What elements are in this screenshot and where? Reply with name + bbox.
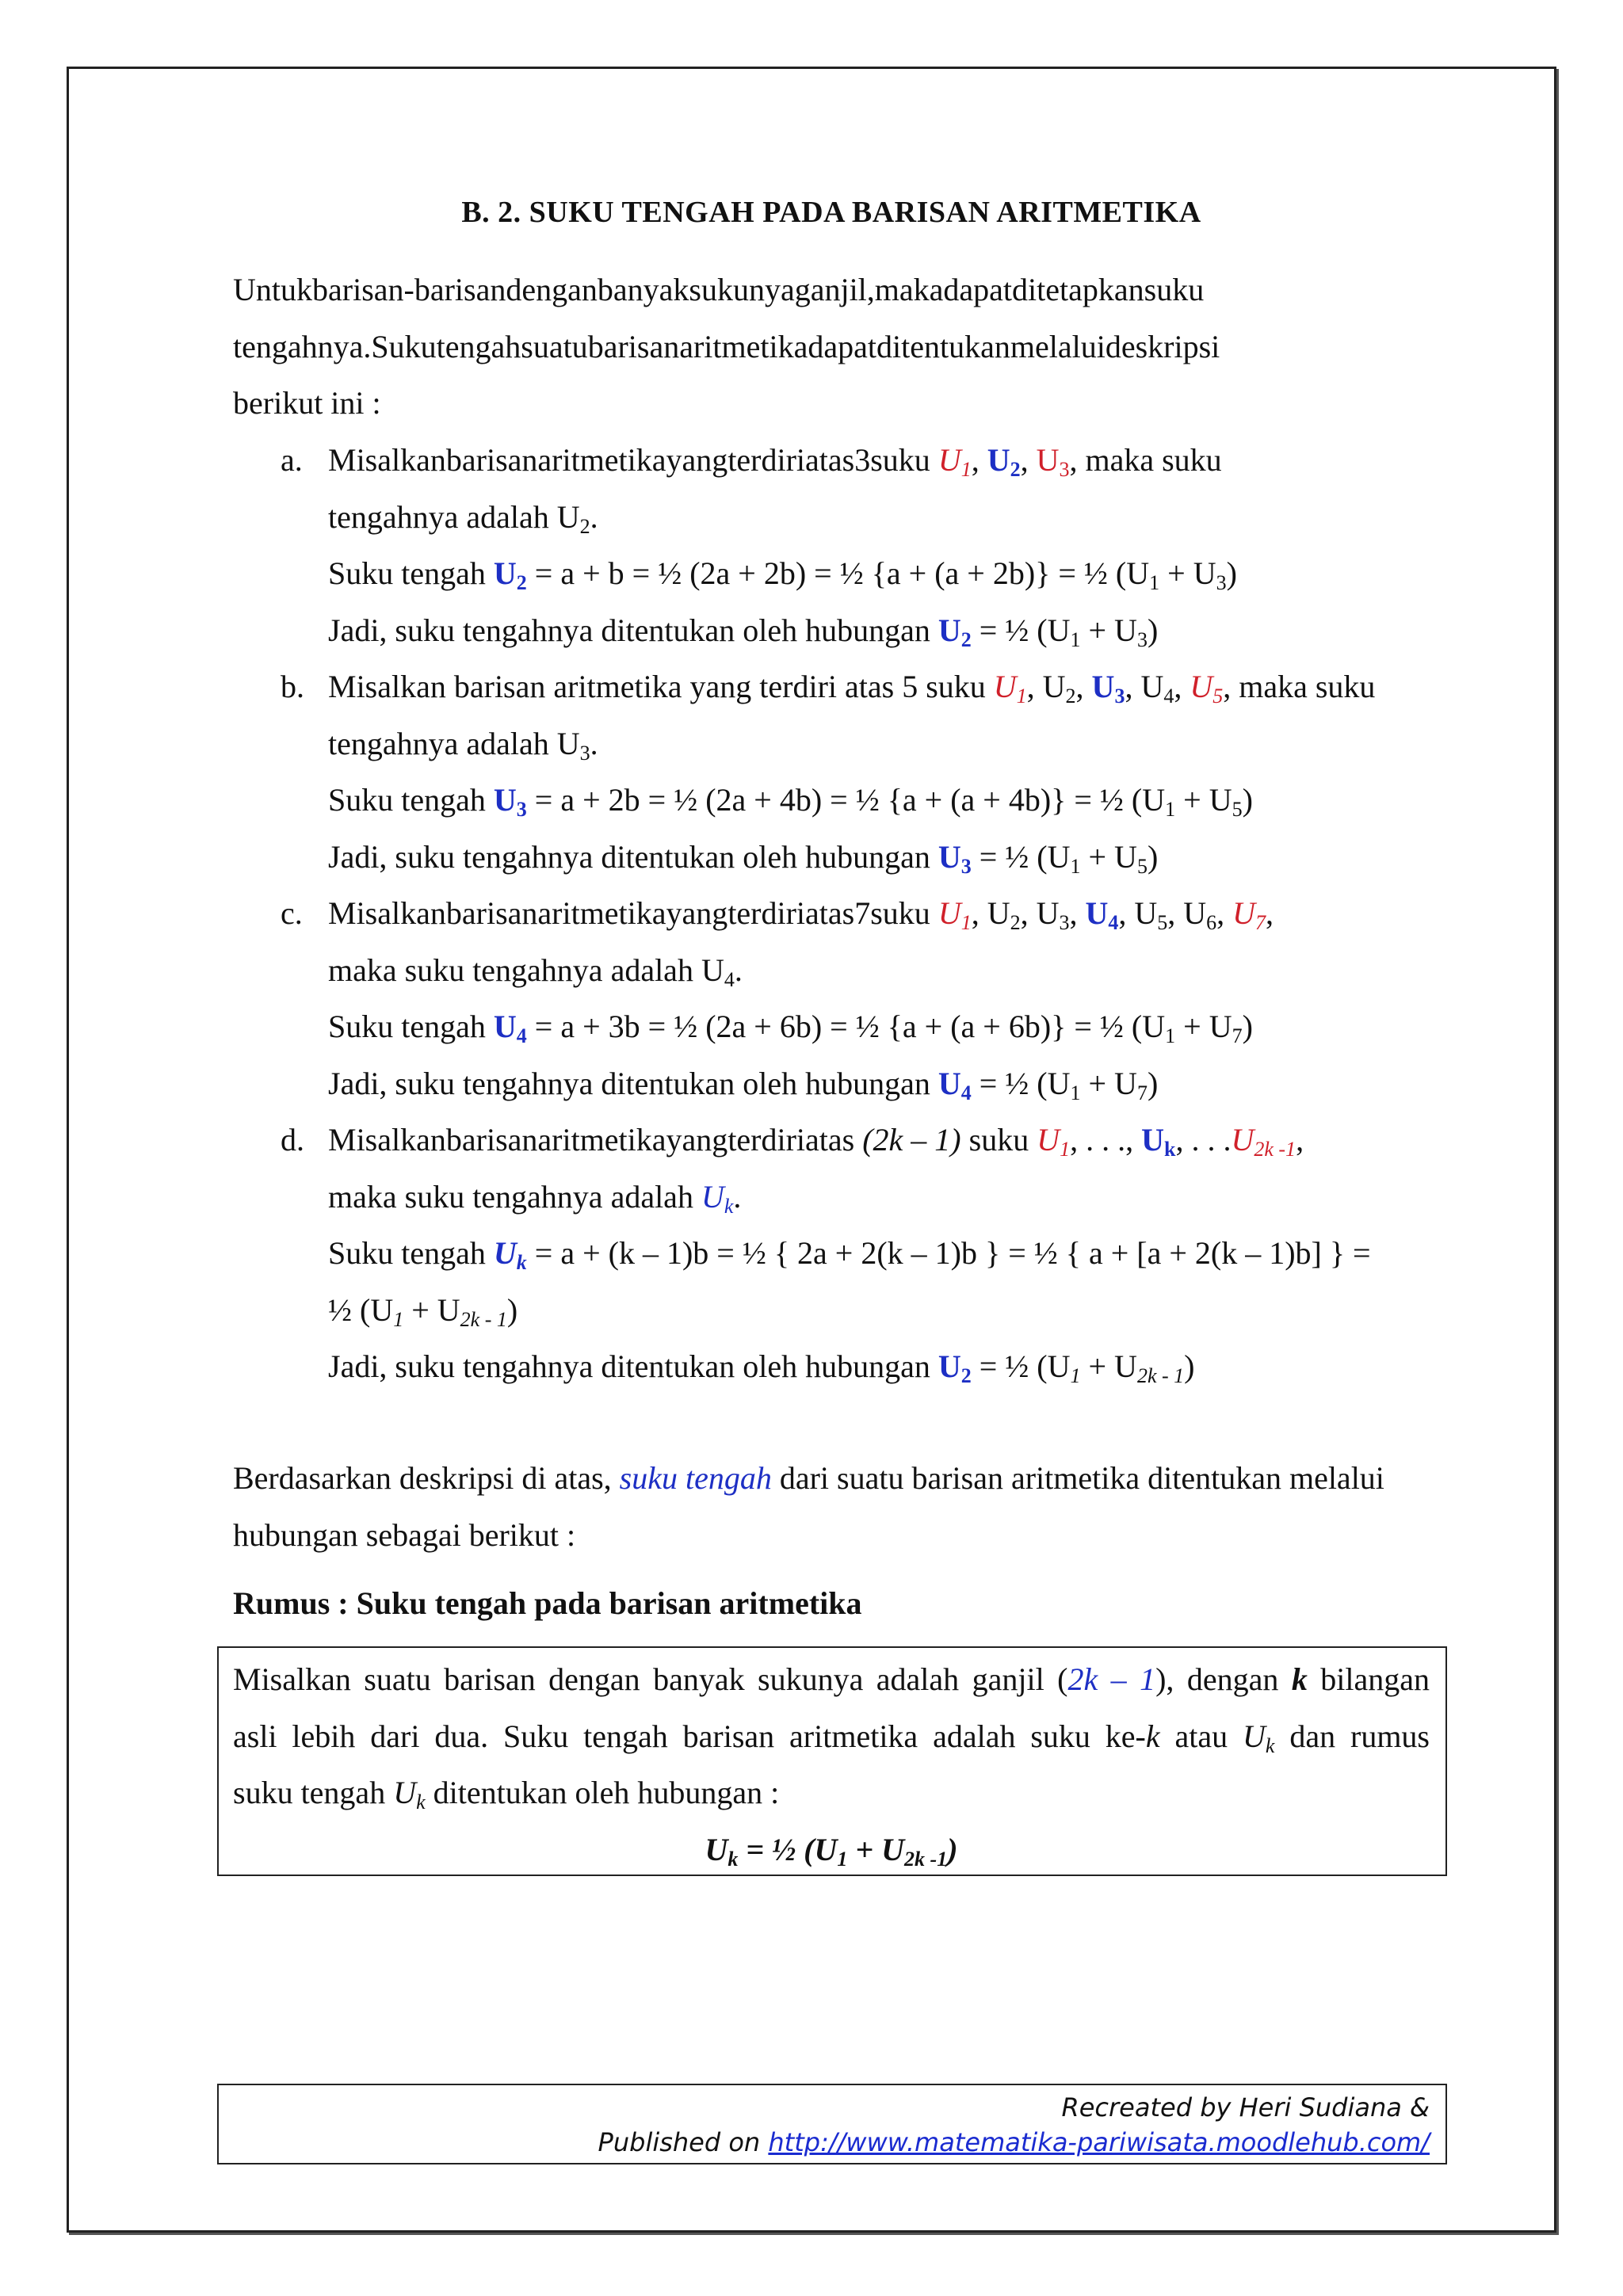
intro-word: suatu [521, 328, 588, 364]
footer-author: Recreated by Heri Sudiana & [1061, 2092, 1430, 2122]
item-word: barisan [445, 895, 538, 931]
item-d-line-5: Jadi, suku tengahnya ditentukan oleh hubungan $U_2$ = ½ $(U_1 + U_{2k - 1})$ [328, 1348, 1195, 1387]
intro-word: melalui [1010, 328, 1106, 364]
intro-word: Suku [371, 328, 437, 364]
item-label: a. [281, 442, 303, 478]
item-word: 7 [854, 895, 871, 931]
intro-word: deskripsi [1105, 328, 1220, 364]
formula-box-line-1: Misalkan suatu barisan dengan banyak sukunya adalah ganjil (2k – 1), dengan k bilangan [233, 1661, 1430, 1697]
item-word: Misalkan [328, 1122, 446, 1158]
item-c-line-3: Suku tengah $U_4 = a + 3b$ = ½ (2a + 6b) = ½ {a + (a + 6b)} = ½ $(U_1 + U_7)$ [328, 1009, 1253, 1047]
intro-word: sukunya [689, 272, 795, 307]
item-b-line-4: Jadi, suku tengahnya ditentukan oleh hubungan $U_3$ = ½ $(U_1 + U_5)$ [328, 838, 1159, 878]
item-word: Misalkan [328, 895, 446, 931]
item-a-line-4: Jadi, suku tengahnya ditentukan oleh hubungan $U_2$ = ½ $(U_1 + U_3)$ [328, 612, 1159, 651]
item-d-line-1: Misalkanbarisanaritmetikayangterdiriatas (2k – 1) suku $U_1$, . . ., $U_k$, . . $.U_{2k -1}$, [328, 1122, 1304, 1161]
item-a-line-3: Suku tengah $U_2 = a + b$ = ½ (2a + 2b) = ½ {a + (a + 2b)} = ½ $(U_1 + U_3)$ [328, 555, 1237, 594]
item-c-line-1: Misalkanbarisanaritmetikayangterdiriatas7suku $U_1$, $U_2$, $U_3$, $U_4$, $U_5$, $U_6$, $U_7$, [328, 895, 1274, 934]
item-d-line-2: maka suku tengahnya adalah $U_k$. [328, 1178, 742, 1218]
intro-word: ditentukan [876, 328, 1010, 364]
item-c-line-2: maka suku tengahnya adalah $U_4$. [328, 952, 743, 991]
item-word: atas [805, 1122, 855, 1158]
footer-credit [217, 2084, 1447, 2164]
footer-published: Published on http://www.matematika-pariwisata.moodlehub.com/ [598, 2127, 1430, 2157]
item-word: suku [870, 895, 930, 931]
item-word: barisan [445, 442, 538, 478]
intro-word: barisan-barisan [312, 272, 506, 307]
middle-term-formula: $U_k$ = ½ $(U_1 + U_{2k -1})$ [705, 1831, 958, 1871]
summary-line-2: hubungan sebagai berikut : [233, 1516, 576, 1553]
item-word: atas [805, 442, 855, 478]
item-label: d. [281, 1122, 304, 1158]
footer-link[interactable]: http://www.matematika-pariwisata.moodlehub.com/ [768, 2127, 1430, 2157]
section-title: B. 2. SUKU TENGAH PADA BARISAN ARITMETIKA [461, 196, 1201, 229]
item-word: Misalkan [328, 442, 446, 478]
formula-box [217, 1646, 1447, 1876]
item-label: b. [281, 669, 304, 704]
intro-word: barisan [587, 328, 680, 364]
item-word: 3 [854, 442, 871, 478]
item-word: barisan [445, 1122, 538, 1158]
item-a-line-2: tengahnya adalah $U_2$. [328, 498, 598, 538]
item-a-tail: maka suku [1085, 442, 1222, 478]
item-b-line-1: Misalkan barisan aritmetika yang terdiri atas 5 suku $U_1$, $U_2$, $U_3$, $U_4$, $U_5$, maka suku [328, 669, 1376, 707]
intro-word: ditetapkan [1012, 272, 1144, 307]
item-word: terdiri [727, 1122, 806, 1158]
summary-line-1: Berdasarkan deskripsi di atas, suku tengah dari suatu barisan aritmetika ditentukan melalui [233, 1460, 1384, 1496]
item-word: aritmetika [537, 442, 666, 478]
intro-word: banyak [597, 272, 689, 307]
intro-line-1 [233, 261, 1430, 318]
item-label: c. [281, 895, 303, 931]
term-highlight: suku tengah [619, 1460, 772, 1496]
item-b-line-3: Suku tengah $U_3 = a + 2b$ = ½ (2a + 4b) = ½ {a + (a + 4b)} = ½ $(U_1 + U_5)$ [328, 782, 1253, 821]
item-word: terdiri [727, 442, 806, 478]
item-word: atas [805, 895, 855, 931]
item-word: terdiri [727, 895, 806, 931]
intro-word: tengah [436, 328, 521, 364]
item-a-line-1: Misalkanbarisanaritmetikayangterdiriatas3suku $U_1$, $U_2$, $U_3$, maka suku [328, 442, 1222, 481]
item-word: aritmetika [537, 1122, 666, 1158]
item-word: suku [870, 442, 930, 478]
item-d-line-4: ½ $(U_1 + U_{2k - 1})$ [328, 1291, 518, 1331]
formula-box-line-2: asli lebih dari dua. Suku tengah barisan aritmetika adalah suku ke-k atau $U_k$ dan rumus [233, 1718, 1430, 1757]
intro-word: dapat [808, 328, 876, 364]
intro-word: tengahnya. [233, 328, 372, 364]
intro-word: aritmetika [679, 328, 808, 364]
intro-line-3: berikut ini : [233, 385, 381, 421]
item-word: aritmetika [537, 895, 666, 931]
intro-word: Untuk [233, 272, 312, 307]
item-word: yang [666, 1122, 728, 1158]
intro-word: ganjil, [794, 272, 875, 307]
intro-word: suku [1144, 272, 1205, 307]
item-word: yang [666, 442, 728, 478]
intro-paragraph [233, 261, 1430, 432]
intro-word: maka [874, 272, 944, 307]
item-c-line-4: Jadi, suku tengahnya ditentukan oleh hubungan $U_4$ = ½ $(U_1 + U_7)$ [328, 1065, 1159, 1104]
item-word: yang [666, 895, 728, 931]
intro-line-2 [233, 318, 1430, 376]
intro-word: dapat [943, 272, 1013, 307]
formula-box-line-3: suku tengah $U_k$ ditentukan oleh hubungan : [233, 1775, 780, 1814]
item-d-line-3: Suku tengah $U_k = a + (k - 1)b$ = ½ { 2a + 2(k – 1)b } = ½ { a + [a + 2(k – 1)b] } = [328, 1235, 1371, 1274]
summary-paragraph [233, 1450, 1430, 1563]
item-b-line-2: tengahnya adalah $U_3$. [328, 725, 598, 765]
item-b-tail: maka suku [1239, 669, 1376, 704]
intro-word: dengan [506, 272, 598, 307]
formula-heading: Rumus : Suku tengah pada barisan aritmetika [233, 1585, 862, 1621]
